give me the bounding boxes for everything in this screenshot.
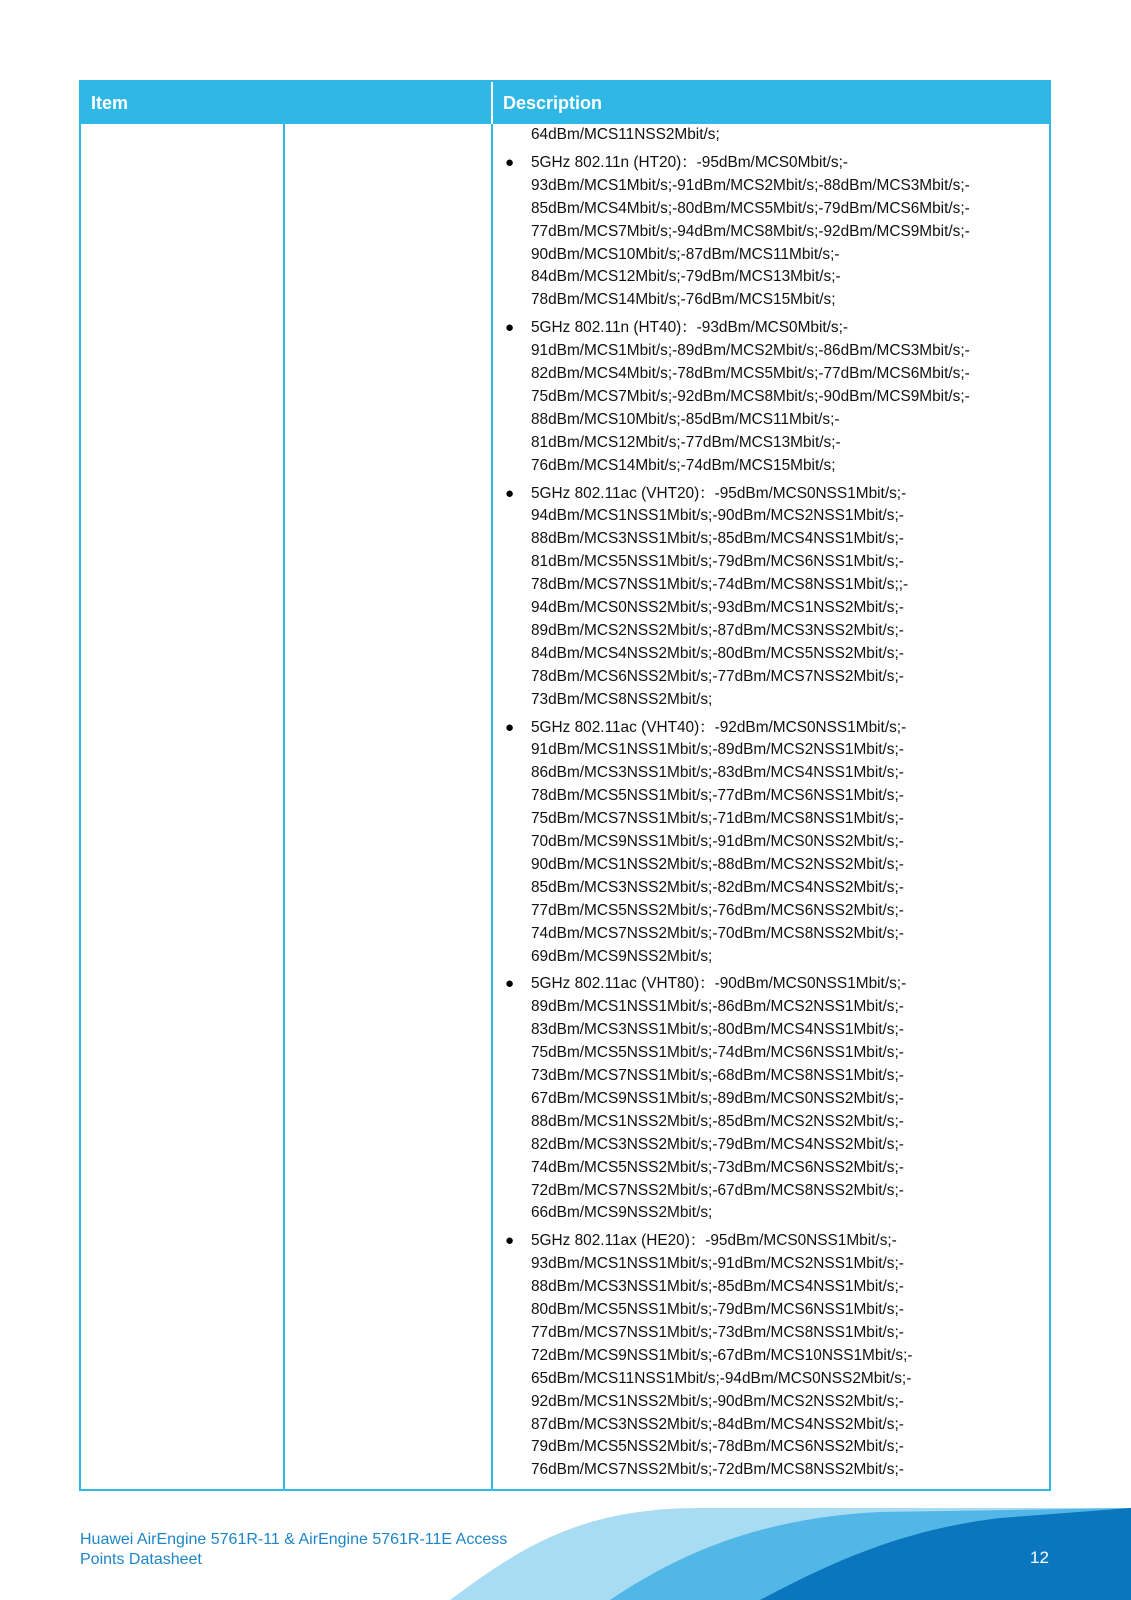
header-description: Description: [503, 93, 603, 113]
description-line: 5GHz 802.11n (HT20)：-95dBm/MCS0Mbit/s;-: [531, 153, 849, 171]
description-line: 93dBm/MCS1NSS1Mbit/s;-91dBm/MCS2NSS1Mbit/s;-: [531, 1255, 904, 1273]
description-line: 84dBm/MCS4NSS2Mbit/s;-80dBm/MCS5NSS2Mbit/s;-: [531, 644, 904, 662]
description-line: 85dBm/MCS4Mbit/s;-80dBm/MCS5Mbit/s;-79dBm/MCS6Mbit/s;-: [531, 199, 970, 217]
description-line: 78dBm/MCS6NSS2Mbit/s;-77dBm/MCS7NSS2Mbit/s;-: [531, 667, 904, 685]
description-line: 5GHz 802.11ac (VHT20)：-95dBm/MCS0NSS1Mbit/s;-: [531, 484, 907, 502]
header-item: Item: [91, 93, 129, 113]
description-line: 67dBm/MCS9NSS1Mbit/s;-89dBm/MCS0NSS2Mbit/s;-: [531, 1089, 904, 1107]
description-line: 73dBm/MCS8NSS2Mbit/s;: [531, 690, 713, 708]
bullet-icon: ●: [505, 484, 515, 502]
description-line: 80dBm/MCS5NSS1Mbit/s;-79dBm/MCS6NSS1Mbit/s;-: [531, 1301, 904, 1318]
description-line: 74dBm/MCS7NSS2Mbit/s;-70dBm/MCS8NSS2Mbit/s;-: [531, 924, 904, 942]
description-line: 91dBm/MCS1NSS1Mbit/s;-89dBm/MCS2NSS1Mbit/s;-: [531, 741, 904, 759]
description-line: 72dBm/MCS7NSS2Mbit/s;-67dBm/MCS8NSS2Mbit/s;-: [531, 1181, 904, 1199]
description-line: 72dBm/MCS9NSS1Mbit/s;-67dBm/MCS10NSS1Mbit/s;-: [531, 1346, 913, 1364]
description-line: 87dBm/MCS3NSS2Mbit/s;-84dBm/MCS4NSS2Mbit/s;-: [531, 1415, 904, 1433]
description-cell: [493, 124, 1049, 1489]
footer-title-line: Huawei AirEngine 5761R-11 & AirEngine 5761R-11E Access: [80, 1531, 508, 1548]
description-line: 82dBm/MCS3NSS2Mbit/s;-79dBm/MCS4NSS2Mbit/s;-: [531, 1135, 904, 1153]
description-line: 75dBm/MCS7Mbit/s;-92dBm/MCS8Mbit/s;-90dBm/MCS9Mbit/s;-: [531, 387, 970, 405]
description-line: 75dBm/MCS7NSS1Mbit/s;-71dBm/MCS8NSS1Mbit/s;-: [531, 810, 904, 828]
continuation-line: 64dBm/MCS11NSS2Mbit/s;: [531, 126, 720, 143]
description-line: 92dBm/MCS1NSS2Mbit/s;-90dBm/MCS2NSS2Mbit/s;-: [531, 1392, 904, 1410]
description-line: 88dBm/MCS3NSS1Mbit/s;-85dBm/MCS4NSS1Mbit/s;-: [531, 530, 904, 548]
description-line: 81dBm/MCS5NSS1Mbit/s;-79dBm/MCS6NSS1Mbit/s;-: [531, 553, 904, 571]
footer-document-title: [80, 1530, 507, 1570]
description-line: 77dBm/MCS5NSS2Mbit/s;-76dBm/MCS6NSS2Mbit/s;-: [531, 901, 904, 919]
description-line: 76dBm/MCS14Mbit/s;-74dBm/MCS15Mbit/s;: [531, 456, 836, 474]
description-line: 77dBm/MCS7Mbit/s;-94dBm/MCS8Mbit/s;-92dBm/MCS9Mbit/s;-: [531, 222, 970, 240]
spec-table: [79, 80, 1051, 1491]
description-line: 70dBm/MCS9NSS1Mbit/s;-91dBm/MCS0NSS2Mbit/s;-: [531, 833, 904, 850]
description-line: 84dBm/MCS12Mbit/s;-79dBm/MCS13Mbit/s;-: [531, 268, 841, 286]
description-line: 78dBm/MCS5NSS1Mbit/s;-77dBm/MCS6NSS1Mbit/s;-: [531, 787, 904, 805]
bullet-icon: ●: [505, 718, 515, 736]
description-line: 86dBm/MCS3NSS1Mbit/s;-83dBm/MCS4NSS1Mbit/s;-: [531, 764, 904, 782]
description-line: 5GHz 802.11ac (VHT40)：-92dBm/MCS0NSS1Mbit/s;-: [531, 718, 907, 736]
table-header-row: [81, 82, 1049, 124]
description-line: 89dBm/MCS2NSS2Mbit/s;-87dBm/MCS3NSS2Mbit/s;-: [531, 621, 904, 639]
description-line: 5GHz 802.11ac (VHT80)：-90dBm/MCS0NSS1Mbit/s;-: [531, 975, 907, 993]
description-line: 5GHz 802.11ax (HE20)：-95dBm/MCS0NSS1Mbit/s;-: [531, 1232, 897, 1250]
description-line: 75dBm/MCS5NSS1Mbit/s;-74dBm/MCS6NSS1Mbit/s;-: [531, 1044, 904, 1062]
bullet-icon: ●: [505, 319, 515, 337]
description-line: 81dBm/MCS12Mbit/s;-77dBm/MCS13Mbit/s;-: [531, 433, 841, 451]
description-line: 5GHz 802.11n (HT40)：-93dBm/MCS0Mbit/s;-: [531, 319, 849, 337]
description-line: 78dBm/MCS14Mbit/s;-76dBm/MCS15Mbit/s;: [531, 291, 836, 309]
column-divider: [283, 124, 285, 1489]
description-line: 94dBm/MCS0NSS2Mbit/s;-93dBm/MCS1NSS2Mbit/s;-: [531, 599, 904, 616]
description-line: 91dBm/MCS1Mbit/s;-89dBm/MCS2Mbit/s;-86dBm/MCS3Mbit/s;-: [531, 342, 970, 360]
description-line: 74dBm/MCS5NSS2Mbit/s;-73dBm/MCS6NSS2Mbit/s;-: [531, 1158, 904, 1176]
description-line: 88dBm/MCS3NSS1Mbit/s;-85dBm/MCS4NSS1Mbit/s;-: [531, 1278, 904, 1296]
bullet-icon: ●: [505, 153, 515, 171]
footer-title-line: Points Datasheet: [80, 1551, 202, 1568]
bullet-icon: ●: [505, 1232, 515, 1250]
description-line: 79dBm/MCS5NSS2Mbit/s;-78dBm/MCS6NSS2Mbit/s;-: [531, 1438, 904, 1456]
page-number: 12: [1030, 1548, 1049, 1567]
description-line: 69dBm/MCS9NSS2Mbit/s;: [531, 947, 713, 965]
header-divider: [491, 82, 493, 124]
description-line: 73dBm/MCS7NSS1Mbit/s;-68dBm/MCS8NSS1Mbit/s;-: [531, 1067, 904, 1084]
description-line: 77dBm/MCS7NSS1Mbit/s;-73dBm/MCS8NSS1Mbit/s;-: [531, 1323, 904, 1341]
description-line: 89dBm/MCS1NSS1Mbit/s;-86dBm/MCS2NSS1Mbit/s;-: [531, 998, 904, 1016]
description-line: 94dBm/MCS1NSS1Mbit/s;-90dBm/MCS2NSS1Mbit/s;-: [531, 507, 904, 525]
description-line: 65dBm/MCS11NSS1Mbit/s;-94dBm/MCS0NSS2Mbit/s;-: [531, 1369, 912, 1387]
bullet-icon: ●: [505, 975, 515, 993]
description-line: 88dBm/MCS1NSS2Mbit/s;-85dBm/MCS2NSS2Mbit/s;-: [531, 1112, 904, 1130]
description-line: 85dBm/MCS3NSS2Mbit/s;-82dBm/MCS4NSS2Mbit/s;-: [531, 878, 904, 896]
description-line: 88dBm/MCS10Mbit/s;-85dBm/MCS11Mbit/s;-: [531, 410, 840, 428]
description-line: 78dBm/MCS7NSS1Mbit/s;-74dBm/MCS8NSS1Mbit/s;;-: [531, 576, 909, 594]
description-line: 93dBm/MCS1Mbit/s;-91dBm/MCS2Mbit/s;-88dBm/MCS3Mbit/s;-: [531, 176, 970, 194]
description-line: 83dBm/MCS3NSS1Mbit/s;-80dBm/MCS4NSS1Mbit/s;-: [531, 1021, 904, 1039]
description-line: 76dBm/MCS7NSS2Mbit/s;-72dBm/MCS8NSS2Mbit/s;-: [531, 1461, 904, 1479]
description-line: 90dBm/MCS10Mbit/s;-87dBm/MCS11Mbit/s;-: [531, 245, 840, 263]
description-line: 90dBm/MCS1NSS2Mbit/s;-88dBm/MCS2NSS2Mbit/s;-: [531, 855, 904, 873]
description-line: 66dBm/MCS9NSS2Mbit/s;: [531, 1204, 713, 1222]
description-line: 82dBm/MCS4Mbit/s;-78dBm/MCS5Mbit/s;-77dBm/MCS6Mbit/s;-: [531, 365, 970, 382]
